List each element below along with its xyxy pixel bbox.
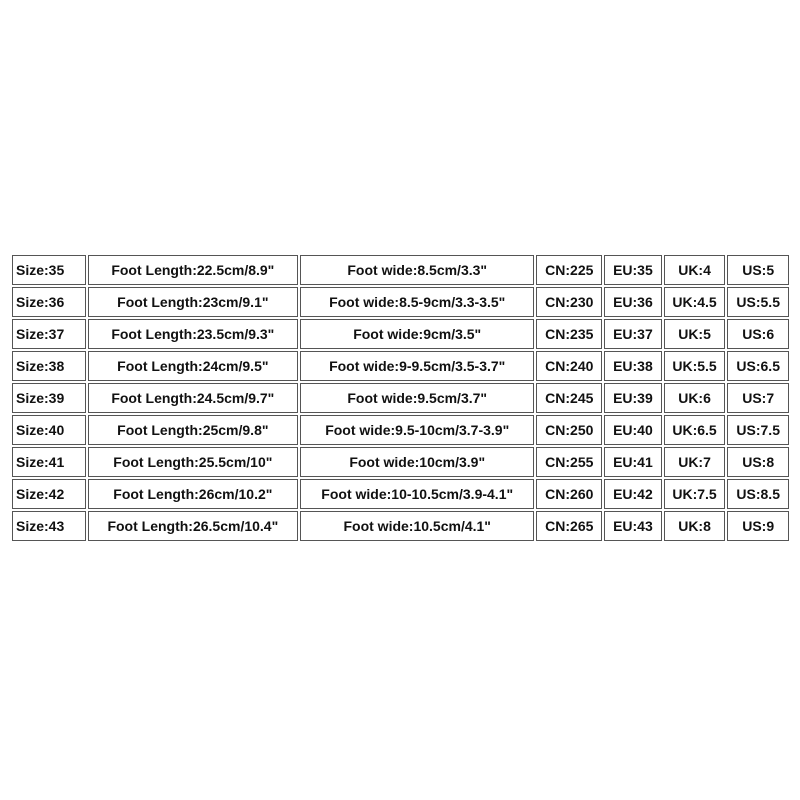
cn-size-cell: CN:230 bbox=[536, 287, 602, 317]
eu-size-cell: EU:36 bbox=[604, 287, 662, 317]
uk-size-cell: UK:7.5 bbox=[664, 479, 726, 509]
cn-size-cell: CN:260 bbox=[536, 479, 602, 509]
us-size-cell: US:9 bbox=[727, 511, 789, 541]
foot-length-cell: Foot Length:22.5cm/8.9" bbox=[88, 255, 298, 285]
foot-length-cell: Foot Length:26cm/10.2" bbox=[88, 479, 298, 509]
size-cell: Size:39 bbox=[12, 383, 86, 413]
eu-size-cell: EU:35 bbox=[604, 255, 662, 285]
eu-size-cell: EU:39 bbox=[604, 383, 662, 413]
foot-wide-cell: Foot wide:10cm/3.9" bbox=[300, 447, 534, 477]
size-cell: Size:41 bbox=[12, 447, 86, 477]
table-row bbox=[12, 415, 789, 445]
uk-size-cell: UK:6 bbox=[664, 383, 726, 413]
us-size-cell: US:7.5 bbox=[727, 415, 789, 445]
table-row bbox=[12, 255, 789, 285]
size-cell: Size:43 bbox=[12, 511, 86, 541]
us-size-cell: US:5.5 bbox=[727, 287, 789, 317]
foot-wide-cell: Foot wide:8.5-9cm/3.3-3.5" bbox=[300, 287, 534, 317]
foot-wide-cell: Foot wide:10.5cm/4.1" bbox=[300, 511, 534, 541]
table-row bbox=[12, 447, 789, 477]
eu-size-cell: EU:43 bbox=[604, 511, 662, 541]
table-row bbox=[12, 479, 789, 509]
foot-wide-cell: Foot wide:8.5cm/3.3" bbox=[300, 255, 534, 285]
foot-length-cell: Foot Length:23.5cm/9.3" bbox=[88, 319, 298, 349]
size-cell: Size:42 bbox=[12, 479, 86, 509]
cn-size-cell: CN:250 bbox=[536, 415, 602, 445]
us-size-cell: US:8.5 bbox=[727, 479, 789, 509]
us-size-cell: US:8 bbox=[727, 447, 789, 477]
eu-size-cell: EU:42 bbox=[604, 479, 662, 509]
foot-length-cell: Foot Length:24cm/9.5" bbox=[88, 351, 298, 381]
us-size-cell: US:6.5 bbox=[727, 351, 789, 381]
foot-wide-cell: Foot wide:9.5cm/3.7" bbox=[300, 383, 534, 413]
uk-size-cell: UK:5.5 bbox=[664, 351, 726, 381]
eu-size-cell: EU:38 bbox=[604, 351, 662, 381]
uk-size-cell: UK:4.5 bbox=[664, 287, 726, 317]
foot-wide-cell: Foot wide:10-10.5cm/3.9-4.1" bbox=[300, 479, 534, 509]
foot-wide-cell: Foot wide:9cm/3.5" bbox=[300, 319, 534, 349]
eu-size-cell: EU:37 bbox=[604, 319, 662, 349]
us-size-cell: US:6 bbox=[727, 319, 789, 349]
table-row bbox=[12, 287, 789, 317]
size-cell: Size:37 bbox=[12, 319, 86, 349]
cn-size-cell: CN:235 bbox=[536, 319, 602, 349]
uk-size-cell: UK:4 bbox=[664, 255, 726, 285]
cn-size-cell: CN:255 bbox=[536, 447, 602, 477]
size-cell: Size:36 bbox=[12, 287, 86, 317]
uk-size-cell: UK:6.5 bbox=[664, 415, 726, 445]
foot-wide-cell: Foot wide:9.5-10cm/3.7-3.9" bbox=[300, 415, 534, 445]
table-row bbox=[12, 319, 789, 349]
foot-wide-cell: Foot wide:9-9.5cm/3.5-3.7" bbox=[300, 351, 534, 381]
table-row bbox=[12, 351, 789, 381]
size-chart-body bbox=[12, 255, 789, 541]
table-row bbox=[12, 511, 789, 541]
foot-length-cell: Foot Length:25.5cm/10" bbox=[88, 447, 298, 477]
foot-length-cell: Foot Length:24.5cm/9.7" bbox=[88, 383, 298, 413]
uk-size-cell: UK:7 bbox=[664, 447, 726, 477]
cn-size-cell: CN:240 bbox=[536, 351, 602, 381]
foot-length-cell: Foot Length:25cm/9.8" bbox=[88, 415, 298, 445]
uk-size-cell: UK:5 bbox=[664, 319, 726, 349]
size-chart-table bbox=[10, 253, 791, 543]
size-cell: Size:38 bbox=[12, 351, 86, 381]
us-size-cell: US:7 bbox=[727, 383, 789, 413]
us-size-cell: US:5 bbox=[727, 255, 789, 285]
cn-size-cell: CN:265 bbox=[536, 511, 602, 541]
size-cell: Size:35 bbox=[12, 255, 86, 285]
cn-size-cell: CN:245 bbox=[536, 383, 602, 413]
cn-size-cell: CN:225 bbox=[536, 255, 602, 285]
uk-size-cell: UK:8 bbox=[664, 511, 726, 541]
eu-size-cell: EU:40 bbox=[604, 415, 662, 445]
table-row bbox=[12, 383, 789, 413]
foot-length-cell: Foot Length:26.5cm/10.4" bbox=[88, 511, 298, 541]
size-cell: Size:40 bbox=[12, 415, 86, 445]
eu-size-cell: EU:41 bbox=[604, 447, 662, 477]
foot-length-cell: Foot Length:23cm/9.1" bbox=[88, 287, 298, 317]
